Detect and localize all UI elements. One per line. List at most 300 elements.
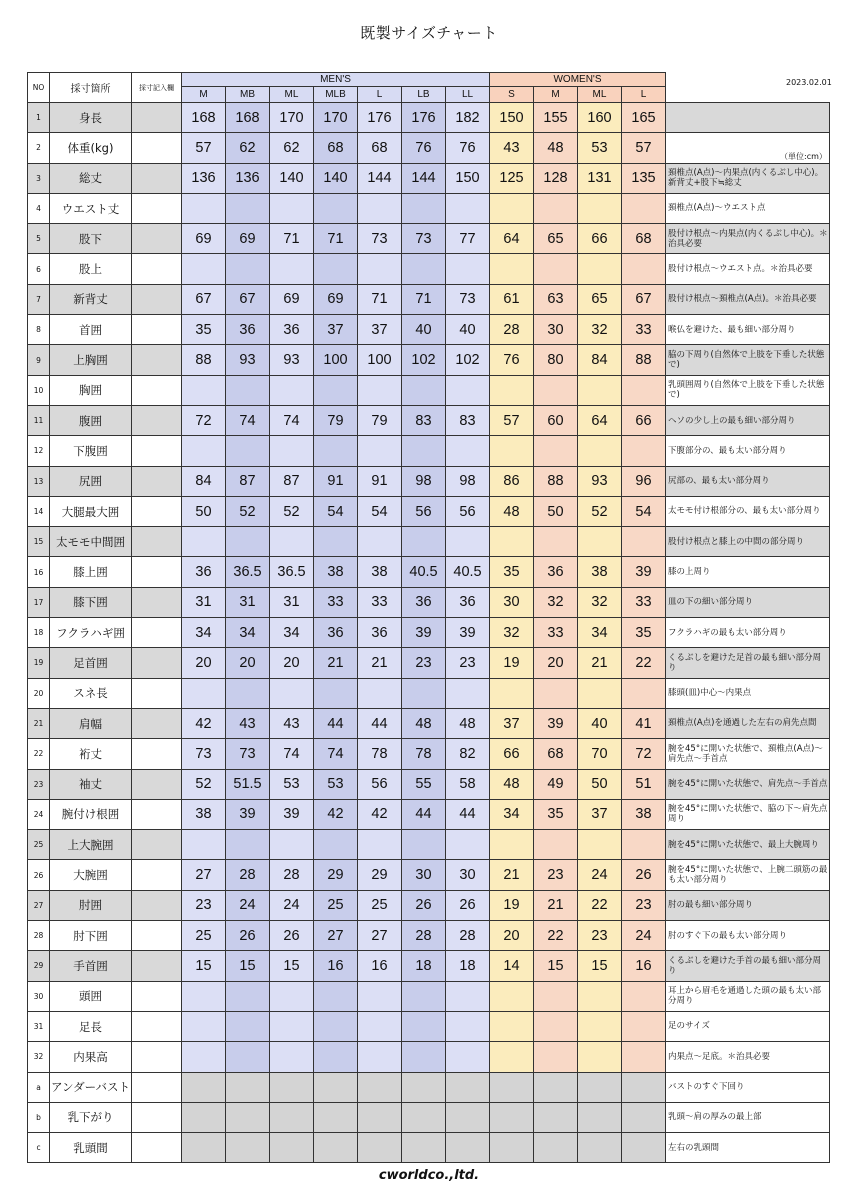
record-field[interactable] [132, 133, 182, 163]
size-value: 35 [182, 315, 226, 345]
size-value: 43 [270, 708, 314, 738]
size-value: 30 [402, 860, 446, 890]
row-number: 9 [28, 345, 50, 375]
row-number: 19 [28, 648, 50, 678]
measure-note: バストのすぐ下回り [666, 1072, 830, 1102]
size-value [622, 1133, 666, 1163]
size-value: 32 [534, 587, 578, 617]
size-value [402, 375, 446, 405]
size-value: 53 [314, 769, 358, 799]
table-row [28, 224, 830, 254]
record-field[interactable] [132, 618, 182, 648]
size-header: MLB [314, 87, 358, 103]
record-field[interactable] [132, 860, 182, 890]
size-value: 62 [270, 133, 314, 163]
size-value [622, 1102, 666, 1132]
record-field[interactable] [132, 557, 182, 587]
record-field[interactable] [132, 345, 182, 375]
measure-note: 喉仏を避けた、最も細い部分周り [666, 315, 830, 345]
table-row [28, 133, 830, 163]
size-value: 28 [226, 860, 270, 890]
measure-note: 腕を45°に開いた状態で、脇の下～肩先点周り [666, 799, 830, 829]
size-value [534, 254, 578, 284]
size-value: 176 [358, 103, 402, 133]
table-row [28, 951, 830, 981]
measure-label: 上大腕囲 [50, 830, 132, 860]
row-number: 31 [28, 1011, 50, 1041]
size-value: 37 [314, 315, 358, 345]
measure-note: 乳頭囲周り(自然体で上肢を下垂した状態で) [666, 375, 830, 405]
size-value: 36 [358, 618, 402, 648]
record-field[interactable] [132, 103, 182, 133]
table-row [28, 557, 830, 587]
size-value [578, 981, 622, 1011]
size-value: 23 [622, 890, 666, 920]
measure-label: 腹囲 [50, 405, 132, 435]
size-value: 102 [446, 345, 490, 375]
size-value [270, 678, 314, 708]
size-value: 36 [314, 618, 358, 648]
size-value [490, 1042, 534, 1072]
size-value: 25 [358, 890, 402, 920]
size-value: 72 [622, 739, 666, 769]
size-value [314, 254, 358, 284]
size-value [270, 830, 314, 860]
size-value: 67 [226, 284, 270, 314]
row-number: 16 [28, 557, 50, 587]
measure-label: 頭囲 [50, 981, 132, 1011]
size-value: 76 [490, 345, 534, 375]
table-row [28, 830, 830, 860]
size-value: 29 [358, 860, 402, 890]
size-value [622, 254, 666, 284]
record-field[interactable] [132, 951, 182, 981]
size-value [402, 1133, 446, 1163]
size-value [402, 1011, 446, 1041]
size-value: 37 [358, 315, 402, 345]
measure-label: 内果高 [50, 1042, 132, 1072]
record-field[interactable] [132, 527, 182, 557]
measure-label: 身長 [50, 103, 132, 133]
size-value: 20 [270, 648, 314, 678]
size-value [578, 254, 622, 284]
row-number: 27 [28, 890, 50, 920]
size-value: 29 [314, 860, 358, 890]
record-field[interactable] [132, 1133, 182, 1163]
size-value: 38 [358, 557, 402, 587]
header-part: 採寸箇所 [50, 73, 132, 103]
measure-note: 左右の乳頭間 [666, 1133, 830, 1163]
size-value: 16 [314, 951, 358, 981]
size-value: 56 [446, 496, 490, 526]
record-field[interactable] [132, 708, 182, 738]
size-value [270, 1042, 314, 1072]
size-value: 82 [446, 739, 490, 769]
unit-label: （単位:cm） [780, 152, 827, 161]
size-value [314, 1133, 358, 1163]
size-value: 37 [578, 799, 622, 829]
size-value [226, 375, 270, 405]
size-header: LB [402, 87, 446, 103]
size-value: 65 [578, 284, 622, 314]
size-value: 68 [622, 224, 666, 254]
row-number: 21 [28, 708, 50, 738]
size-value: 80 [534, 345, 578, 375]
table-row [28, 981, 830, 1011]
size-value [402, 527, 446, 557]
size-value [314, 1072, 358, 1102]
size-value: 39 [226, 799, 270, 829]
measure-label: 大腿最大囲 [50, 496, 132, 526]
size-value: 56 [402, 496, 446, 526]
size-value: 21 [578, 648, 622, 678]
size-value [622, 527, 666, 557]
size-value: 73 [182, 739, 226, 769]
size-value [578, 193, 622, 223]
size-value: 74 [270, 405, 314, 435]
size-value: 144 [402, 163, 446, 193]
size-value [578, 1102, 622, 1132]
record-field[interactable] [132, 375, 182, 405]
size-value [358, 254, 402, 284]
size-value: 136 [226, 163, 270, 193]
record-field[interactable] [132, 193, 182, 223]
measure-label: 大腕囲 [50, 860, 132, 890]
size-value: 63 [534, 284, 578, 314]
size-value [182, 981, 226, 1011]
record-field[interactable] [132, 981, 182, 1011]
size-value: 65 [534, 224, 578, 254]
size-value [402, 981, 446, 1011]
size-value: 24 [622, 921, 666, 951]
size-value [446, 981, 490, 1011]
size-value: 38 [314, 557, 358, 587]
table-row [28, 708, 830, 738]
row-number: 22 [28, 739, 50, 769]
measure-note: 乳頭～肩の厚みの最上部 [666, 1102, 830, 1132]
size-value: 128 [534, 163, 578, 193]
size-value: 36 [182, 557, 226, 587]
size-value [270, 1133, 314, 1163]
size-value [358, 678, 402, 708]
size-value: 30 [534, 315, 578, 345]
record-field[interactable] [132, 1102, 182, 1132]
size-value: 150 [490, 103, 534, 133]
size-value [578, 1072, 622, 1102]
table-row [28, 618, 830, 648]
size-header: L [622, 87, 666, 103]
size-value: 69 [270, 284, 314, 314]
size-value: 23 [446, 648, 490, 678]
size-value: 39 [402, 618, 446, 648]
header-group-row [28, 73, 830, 87]
size-value: 24 [270, 890, 314, 920]
record-field[interactable] [132, 1011, 182, 1041]
row-number: 30 [28, 981, 50, 1011]
header-mens: MEN'S [182, 73, 490, 87]
size-value: 40.5 [402, 557, 446, 587]
size-value: 88 [622, 345, 666, 375]
size-value [314, 981, 358, 1011]
size-value [226, 436, 270, 466]
record-field[interactable] [132, 890, 182, 920]
size-value [446, 1102, 490, 1132]
size-value: 23 [402, 648, 446, 678]
size-value: 140 [314, 163, 358, 193]
size-value [534, 1011, 578, 1041]
size-value: 91 [314, 466, 358, 496]
size-value [402, 1102, 446, 1132]
table-row [28, 860, 830, 890]
size-value [446, 1011, 490, 1041]
table-row [28, 1011, 830, 1041]
size-value: 33 [622, 587, 666, 617]
size-value [534, 678, 578, 708]
size-value: 42 [314, 799, 358, 829]
table-row [28, 1133, 830, 1163]
record-field[interactable] [132, 224, 182, 254]
size-value: 25 [314, 890, 358, 920]
row-number: 14 [28, 496, 50, 526]
size-value: 78 [358, 739, 402, 769]
size-value: 140 [270, 163, 314, 193]
size-value: 20 [226, 648, 270, 678]
size-value [490, 254, 534, 284]
measure-label: 下腹囲 [50, 436, 132, 466]
measure-note: 膝の上周り [666, 557, 830, 587]
size-value: 48 [490, 769, 534, 799]
measure-label: 首囲 [50, 315, 132, 345]
size-value [534, 436, 578, 466]
size-value: 93 [270, 345, 314, 375]
table-row [28, 254, 830, 284]
record-field[interactable] [132, 830, 182, 860]
size-header: ML [578, 87, 622, 103]
table-row [28, 890, 830, 920]
measure-label: 乳下がり [50, 1102, 132, 1132]
measure-note: 膝頭(皿)中心～内果点 [666, 678, 830, 708]
measure-label: 足長 [50, 1011, 132, 1041]
record-field[interactable] [132, 1072, 182, 1102]
measure-label: 総丈 [50, 163, 132, 193]
size-value: 84 [578, 345, 622, 375]
row-number: b [28, 1102, 50, 1132]
size-value: 87 [270, 466, 314, 496]
size-value: 43 [490, 133, 534, 163]
size-value [270, 254, 314, 284]
size-value: 50 [578, 769, 622, 799]
record-field[interactable] [132, 496, 182, 526]
measure-label: 腕付け根囲 [50, 799, 132, 829]
size-value: 20 [490, 921, 534, 951]
size-value: 31 [182, 587, 226, 617]
size-value [182, 1133, 226, 1163]
size-value: 22 [578, 890, 622, 920]
size-value: 24 [578, 860, 622, 890]
size-value: 34 [578, 618, 622, 648]
size-value: 21 [314, 648, 358, 678]
size-value: 28 [446, 921, 490, 951]
size-value [446, 193, 490, 223]
size-value: 176 [402, 103, 446, 133]
size-header: M [182, 87, 226, 103]
measure-label: 肩幅 [50, 708, 132, 738]
row-number: 29 [28, 951, 50, 981]
size-value [358, 981, 402, 1011]
size-value: 135 [622, 163, 666, 193]
row-number: 4 [28, 193, 50, 223]
size-value [182, 193, 226, 223]
size-value: 51 [622, 769, 666, 799]
size-value: 33 [314, 587, 358, 617]
size-value: 43 [226, 708, 270, 738]
record-field[interactable] [132, 315, 182, 345]
size-value: 170 [314, 103, 358, 133]
size-value: 38 [182, 799, 226, 829]
size-value: 40.5 [446, 557, 490, 587]
size-value: 48 [490, 496, 534, 526]
size-value [622, 193, 666, 223]
size-value: 35 [622, 618, 666, 648]
size-value [446, 527, 490, 557]
size-value [578, 436, 622, 466]
size-value: 50 [534, 496, 578, 526]
size-value: 39 [534, 708, 578, 738]
size-value: 93 [226, 345, 270, 375]
measure-label: フクラハギ囲 [50, 618, 132, 648]
record-field[interactable] [132, 1042, 182, 1072]
row-number: 10 [28, 375, 50, 405]
size-value [226, 1072, 270, 1102]
table-row [28, 193, 830, 223]
size-value [622, 830, 666, 860]
size-value: 83 [402, 405, 446, 435]
size-value [534, 1133, 578, 1163]
size-value [314, 1011, 358, 1041]
size-value: 28 [270, 860, 314, 890]
record-field[interactable] [132, 405, 182, 435]
size-value [358, 436, 402, 466]
size-value: 25 [182, 921, 226, 951]
size-value: 155 [534, 103, 578, 133]
size-value: 38 [622, 799, 666, 829]
record-field[interactable] [132, 587, 182, 617]
record-field[interactable] [132, 799, 182, 829]
size-value: 69 [314, 284, 358, 314]
row-number: 11 [28, 405, 50, 435]
size-value: 98 [402, 466, 446, 496]
measure-label: 尻囲 [50, 466, 132, 496]
size-value: 57 [622, 133, 666, 163]
measure-note: 頚椎点(A点)を通過した左右の肩先点間 [666, 708, 830, 738]
size-value [578, 1042, 622, 1072]
row-number: 5 [28, 224, 50, 254]
size-value: 160 [578, 103, 622, 133]
size-value: 84 [182, 466, 226, 496]
size-value: 38 [578, 557, 622, 587]
size-value: 19 [490, 648, 534, 678]
size-value [314, 1042, 358, 1072]
size-value: 48 [402, 708, 446, 738]
record-field[interactable] [132, 436, 182, 466]
size-value: 64 [578, 405, 622, 435]
size-value: 40 [446, 315, 490, 345]
size-value [490, 678, 534, 708]
size-value: 32 [578, 587, 622, 617]
size-header: MB [226, 87, 270, 103]
measure-note: フクラハギの最も太い部分周り [666, 618, 830, 648]
size-value: 67 [182, 284, 226, 314]
record-field[interactable] [132, 466, 182, 496]
size-value: 100 [358, 345, 402, 375]
size-value: 150 [446, 163, 490, 193]
row-number: 3 [28, 163, 50, 193]
record-field[interactable] [132, 284, 182, 314]
size-value [578, 830, 622, 860]
measure-note: 皿の下の細い部分周り [666, 587, 830, 617]
size-value [446, 436, 490, 466]
size-value: 83 [446, 405, 490, 435]
record-field[interactable] [132, 254, 182, 284]
size-value: 54 [358, 496, 402, 526]
table-row [28, 163, 830, 193]
size-value: 55 [402, 769, 446, 799]
size-value [622, 1011, 666, 1041]
size-value: 41 [622, 708, 666, 738]
size-value [226, 1133, 270, 1163]
record-field[interactable] [132, 678, 182, 708]
size-value: 15 [534, 951, 578, 981]
record-field[interactable] [132, 648, 182, 678]
size-value: 52 [182, 769, 226, 799]
measure-note: 内果点～足底。＊治具必要 [666, 1042, 830, 1072]
header-womens: WOMEN'S [490, 73, 666, 87]
measure-note: 脇の下周り(自然体で上肢を下垂した状態で) [666, 345, 830, 375]
table-row [28, 799, 830, 829]
row-number: 12 [28, 436, 50, 466]
record-field[interactable] [132, 739, 182, 769]
size-value [402, 436, 446, 466]
size-value: 168 [182, 103, 226, 133]
record-field[interactable] [132, 921, 182, 951]
measure-note: 股付け根点～ウエスト点。＊治具必要 [666, 254, 830, 284]
size-value: 54 [622, 496, 666, 526]
row-number: 18 [28, 618, 50, 648]
size-value: 30 [446, 860, 490, 890]
measure-note: 股付け根点～頚椎点(A点)。＊治具必要 [666, 284, 830, 314]
size-value: 36 [226, 315, 270, 345]
size-value: 76 [446, 133, 490, 163]
size-value: 22 [622, 648, 666, 678]
size-value [226, 527, 270, 557]
size-value: 16 [622, 951, 666, 981]
size-value [578, 678, 622, 708]
size-value: 136 [182, 163, 226, 193]
size-value [622, 1042, 666, 1072]
record-field[interactable] [132, 163, 182, 193]
size-value: 71 [314, 224, 358, 254]
table-row [28, 1102, 830, 1132]
size-value: 48 [534, 133, 578, 163]
record-field[interactable] [132, 769, 182, 799]
size-value: 31 [226, 587, 270, 617]
measure-note: 腕を45°に開いた状態で、上腕二頭筋の最も太い部分周り [666, 860, 830, 890]
measure-label: 体重(kg) [50, 133, 132, 163]
table-row [28, 284, 830, 314]
size-value: 26 [622, 860, 666, 890]
size-value [270, 1011, 314, 1041]
size-value [402, 830, 446, 860]
